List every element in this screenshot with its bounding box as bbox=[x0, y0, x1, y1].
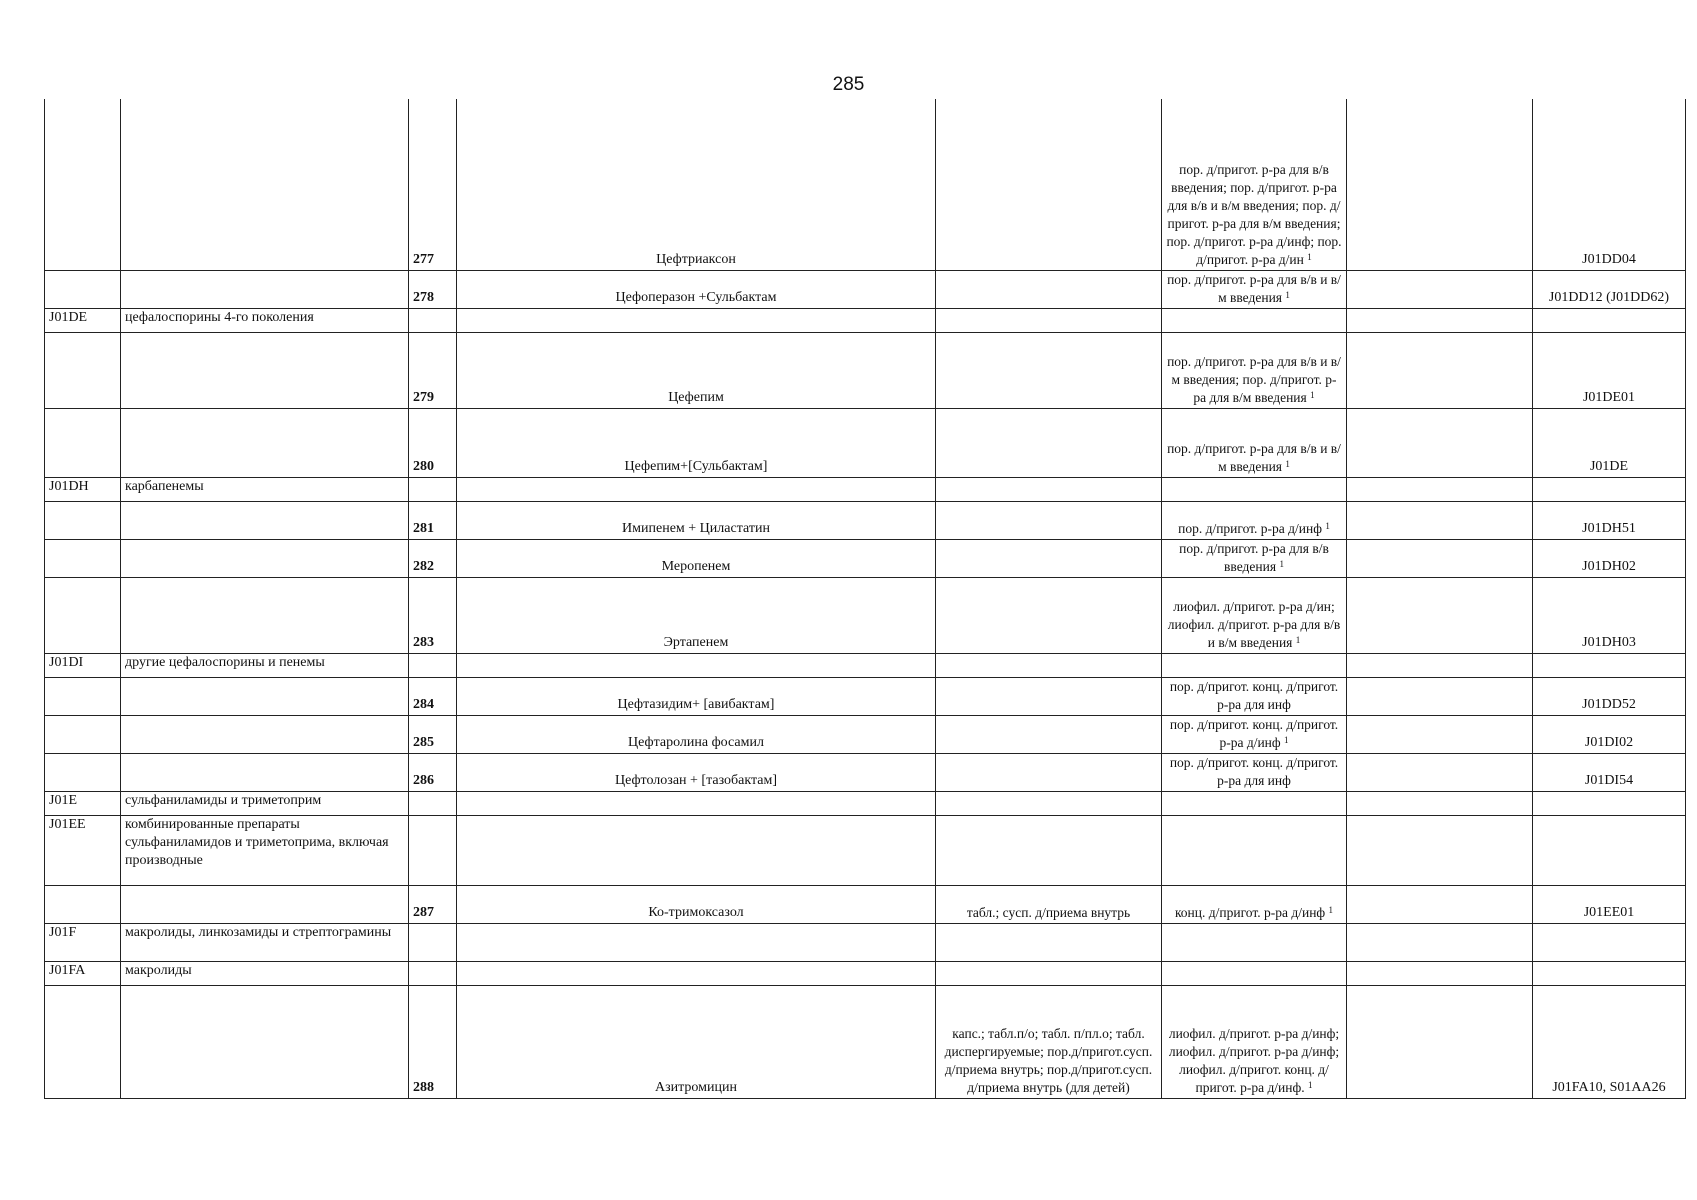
code-text: J01E bbox=[49, 792, 77, 808]
cell-blank bbox=[1347, 815, 1533, 885]
cell-name bbox=[457, 753, 936, 791]
cell-num bbox=[409, 99, 457, 270]
atc-text: J01DH02 bbox=[1582, 558, 1636, 574]
footnote-mark: 1 bbox=[1285, 289, 1290, 300]
cell-name bbox=[457, 885, 936, 923]
name-text: Цефоперазон +Сульбактам bbox=[615, 289, 777, 305]
cell-form2 bbox=[1162, 99, 1347, 270]
cell-name bbox=[457, 961, 936, 985]
cell-blank bbox=[1347, 885, 1533, 923]
table-row bbox=[45, 308, 1686, 332]
cell-atc bbox=[1533, 332, 1686, 408]
cell-form2 bbox=[1162, 408, 1347, 477]
atc-text: J01DE bbox=[1589, 458, 1629, 474]
cell-num bbox=[409, 332, 457, 408]
cell-form2 bbox=[1162, 791, 1347, 815]
cell-blank bbox=[1347, 961, 1533, 985]
cell-form2 bbox=[1162, 753, 1347, 791]
cell-form1 bbox=[936, 885, 1162, 923]
cell-group bbox=[121, 408, 409, 477]
cell-form1 bbox=[936, 577, 1162, 653]
cell-atc bbox=[1533, 815, 1686, 885]
cell-num bbox=[409, 715, 457, 753]
name-text: Эртапенем bbox=[663, 634, 729, 650]
cell-form2 bbox=[1162, 961, 1347, 985]
table-row bbox=[45, 332, 1686, 408]
cell-code bbox=[45, 653, 121, 677]
cell-code bbox=[45, 677, 121, 715]
cell-code bbox=[45, 270, 121, 308]
cell-form2 bbox=[1162, 308, 1347, 332]
name-text: Имипенем + Циластатин bbox=[622, 520, 770, 536]
cell-form1 bbox=[936, 99, 1162, 270]
footnote-mark: 1 bbox=[1284, 734, 1289, 745]
cell-form2 bbox=[1162, 332, 1347, 408]
table-row bbox=[45, 885, 1686, 923]
cell-atc bbox=[1533, 577, 1686, 653]
atc-text: J01DI02 bbox=[1584, 734, 1634, 750]
cell-group bbox=[121, 715, 409, 753]
table-row bbox=[45, 985, 1686, 1098]
table-row bbox=[45, 653, 1686, 677]
cell-form1 bbox=[936, 677, 1162, 715]
cell-num bbox=[409, 308, 457, 332]
cell-code bbox=[45, 408, 121, 477]
form2-text: пор. д/пригот. р-ра для в/в и в/м введения bbox=[1167, 271, 1341, 305]
form1-text: капс.; табл.п/о; табл. п/пл.о; табл. диспергируемые; пор.д/пригот.сусп. д/приема внутрь; пор.д/пригот.сусп. д/приема внутрь (для детей) bbox=[944, 1025, 1153, 1095]
code-text: J01DI bbox=[49, 654, 84, 670]
cell-form1 bbox=[936, 332, 1162, 408]
cell-atc bbox=[1533, 791, 1686, 815]
cell-num bbox=[409, 985, 457, 1098]
atc-text: J01FA10, S01AA26 bbox=[1552, 1079, 1666, 1095]
table-row bbox=[45, 99, 1686, 270]
num-text: 285 bbox=[413, 734, 434, 750]
cell-group bbox=[121, 653, 409, 677]
cell-form2 bbox=[1162, 677, 1347, 715]
cell-name bbox=[457, 923, 936, 961]
group-text: другие цефалоспорины и пенемы bbox=[125, 654, 325, 670]
cell-atc bbox=[1533, 99, 1686, 270]
num-text: 280 bbox=[413, 458, 434, 474]
cell-name bbox=[457, 539, 936, 577]
cell-num bbox=[409, 477, 457, 501]
cell-num bbox=[409, 753, 457, 791]
cell-atc bbox=[1533, 501, 1686, 539]
cell-num bbox=[409, 408, 457, 477]
cell-blank bbox=[1347, 985, 1533, 1098]
cell-form1 bbox=[936, 985, 1162, 1098]
cell-group bbox=[121, 270, 409, 308]
cell-atc bbox=[1533, 985, 1686, 1098]
name-text: Цефепим bbox=[668, 389, 724, 405]
cell-form1 bbox=[936, 501, 1162, 539]
name-text: Меропенем bbox=[661, 558, 731, 574]
form2-text: пор. д/пригот. р-ра для в/в введения; пор. д/пригот. р-ра для в/в и в/м введения; пор. д/пригот. р-ра для в/м введения; пор. д/пригот. р-ра д/инф; пор. д/пригот. р-ра д/ин bbox=[1166, 161, 1342, 267]
cell-group bbox=[121, 961, 409, 985]
cell-blank bbox=[1347, 539, 1533, 577]
form2-text: пор. д/пригот. р-ра для в/в и в/м введения bbox=[1167, 440, 1341, 474]
cell-group bbox=[121, 308, 409, 332]
table-row bbox=[45, 791, 1686, 815]
cell-name bbox=[457, 501, 936, 539]
atc-text: J01DD12 (J01DD62) bbox=[1548, 289, 1670, 305]
cell-name bbox=[457, 99, 936, 270]
cell-num bbox=[409, 961, 457, 985]
num-text: 278 bbox=[413, 289, 434, 305]
num-text: 287 bbox=[413, 904, 434, 920]
cell-code bbox=[45, 753, 121, 791]
cell-code bbox=[45, 715, 121, 753]
cell-atc bbox=[1533, 408, 1686, 477]
footnote-mark: 1 bbox=[1285, 458, 1290, 469]
cell-form1 bbox=[936, 715, 1162, 753]
num-text: 284 bbox=[413, 696, 434, 712]
cell-code bbox=[45, 577, 121, 653]
name-text: Цефтазидим+ [авибактам] bbox=[617, 696, 775, 712]
cell-blank bbox=[1347, 501, 1533, 539]
cell-atc bbox=[1533, 677, 1686, 715]
form2-text: пор. д/пригот. р-ра для в/в введения bbox=[1179, 540, 1329, 574]
cell-form1 bbox=[936, 477, 1162, 501]
cell-name bbox=[457, 715, 936, 753]
num-text: 277 bbox=[413, 251, 434, 267]
cell-name bbox=[457, 408, 936, 477]
name-text: Цефтаролина фосамил bbox=[628, 734, 764, 750]
table-row bbox=[45, 477, 1686, 501]
footnote-mark: 1 bbox=[1295, 634, 1301, 645]
table-row bbox=[45, 677, 1686, 715]
cell-name bbox=[457, 270, 936, 308]
cell-blank bbox=[1347, 408, 1533, 477]
cell-group bbox=[121, 677, 409, 715]
cell-code bbox=[45, 477, 121, 501]
footnote-mark: 1 bbox=[1307, 251, 1312, 262]
cell-form1 bbox=[936, 923, 1162, 961]
group-text: макролиды bbox=[125, 962, 192, 978]
cell-form2 bbox=[1162, 715, 1347, 753]
code-text: J01F bbox=[49, 924, 77, 940]
cell-form2 bbox=[1162, 923, 1347, 961]
form2-text: пор. д/пригот. р-ра для в/в и в/м введения; пор. д/пригот. р-ра для в/м введения bbox=[1167, 353, 1341, 405]
cell-code bbox=[45, 308, 121, 332]
form1-text: табл.; сусп. д/приема внутрь bbox=[966, 904, 1131, 920]
atc-text: J01DD52 bbox=[1582, 696, 1636, 712]
group-text: макролиды, линкозамиды и стрептограмины bbox=[125, 924, 392, 940]
cell-atc bbox=[1533, 477, 1686, 501]
cell-num bbox=[409, 501, 457, 539]
cell-name bbox=[457, 477, 936, 501]
cell-code bbox=[45, 885, 121, 923]
cell-name bbox=[457, 653, 936, 677]
cell-form1 bbox=[936, 753, 1162, 791]
num-text: 283 bbox=[413, 634, 434, 650]
cell-num bbox=[409, 791, 457, 815]
cell-num bbox=[409, 270, 457, 308]
cell-form1 bbox=[936, 408, 1162, 477]
cell-form1 bbox=[936, 539, 1162, 577]
cell-form2 bbox=[1162, 577, 1347, 653]
cell-name bbox=[457, 332, 936, 408]
cell-code bbox=[45, 501, 121, 539]
table-row bbox=[45, 501, 1686, 539]
cell-name bbox=[457, 815, 936, 885]
cell-atc bbox=[1533, 923, 1686, 961]
cell-blank bbox=[1347, 477, 1533, 501]
group-text: цефалоспорины 4-го поколения bbox=[125, 309, 314, 325]
cell-name bbox=[457, 791, 936, 815]
cell-form2 bbox=[1162, 985, 1347, 1098]
cell-blank bbox=[1347, 653, 1533, 677]
group-text: сульфаниламиды и триметоприм bbox=[125, 792, 322, 808]
cell-form2 bbox=[1162, 885, 1347, 923]
form2-text: пор. д/пригот. конц. д/пригот. р-ра для инф bbox=[1169, 754, 1339, 788]
cell-form1 bbox=[936, 815, 1162, 885]
table-row bbox=[45, 270, 1686, 308]
form2-text: лиофил. д/пригот. р-ра д/ин; лиофил. д/пригот. р-ра для в/в и в/м введения bbox=[1167, 598, 1341, 650]
cell-num bbox=[409, 539, 457, 577]
atc-text: J01DI54 bbox=[1584, 772, 1634, 788]
code-text: J01EE bbox=[49, 816, 86, 832]
cell-form2 bbox=[1162, 539, 1347, 577]
cell-group bbox=[121, 501, 409, 539]
cell-group bbox=[121, 477, 409, 501]
atc-text: J01DH03 bbox=[1582, 634, 1636, 650]
cell-atc bbox=[1533, 715, 1686, 753]
name-text: Цефтолозан + [тазобактам] bbox=[614, 772, 778, 788]
table-row bbox=[45, 715, 1686, 753]
cell-code bbox=[45, 332, 121, 408]
name-text: Цефепим+[Сульбактам] bbox=[624, 458, 768, 474]
form2-text: пор. д/пригот. конц. д/пригот. р-ра для инф bbox=[1169, 678, 1339, 712]
code-text: J01DE bbox=[49, 309, 88, 325]
cell-group bbox=[121, 985, 409, 1098]
cell-form2 bbox=[1162, 270, 1347, 308]
cell-atc bbox=[1533, 308, 1686, 332]
drug-table bbox=[44, 99, 1686, 1099]
cell-atc bbox=[1533, 270, 1686, 308]
cell-code bbox=[45, 985, 121, 1098]
cell-group bbox=[121, 99, 409, 270]
footnote-mark: 1 bbox=[1325, 520, 1330, 531]
page-number: 285 bbox=[832, 74, 865, 95]
cell-form1 bbox=[936, 653, 1162, 677]
cell-num bbox=[409, 677, 457, 715]
cell-num bbox=[409, 577, 457, 653]
table-row bbox=[45, 577, 1686, 653]
cell-num bbox=[409, 923, 457, 961]
cell-name bbox=[457, 308, 936, 332]
code-text: J01DH bbox=[49, 478, 89, 494]
cell-form1 bbox=[936, 308, 1162, 332]
cell-form1 bbox=[936, 270, 1162, 308]
cell-blank bbox=[1347, 308, 1533, 332]
cell-form1 bbox=[936, 791, 1162, 815]
cell-group bbox=[121, 791, 409, 815]
cell-blank bbox=[1347, 332, 1533, 408]
cell-blank bbox=[1347, 923, 1533, 961]
form2-text: пор. д/пригот. конц. д/пригот. р-ра д/инф bbox=[1169, 716, 1339, 750]
form2-text: конц. д/пригот. р-ра д/инф bbox=[1174, 904, 1326, 920]
cell-atc bbox=[1533, 885, 1686, 923]
cell-code bbox=[45, 539, 121, 577]
table-row bbox=[45, 539, 1686, 577]
cell-group bbox=[121, 885, 409, 923]
cell-num bbox=[409, 653, 457, 677]
atc-text: J01DD04 bbox=[1582, 251, 1636, 267]
cell-atc bbox=[1533, 539, 1686, 577]
cell-name bbox=[457, 985, 936, 1098]
atc-text: J01DE01 bbox=[1582, 389, 1636, 405]
cell-form2 bbox=[1162, 653, 1347, 677]
table-row bbox=[45, 961, 1686, 985]
cell-num bbox=[409, 885, 457, 923]
num-text: 279 bbox=[413, 389, 434, 405]
atc-text: J01DH51 bbox=[1582, 520, 1636, 536]
name-text: Ко-тримоксазол bbox=[648, 904, 744, 920]
cell-blank bbox=[1347, 677, 1533, 715]
table-row bbox=[45, 408, 1686, 477]
num-text: 288 bbox=[413, 1079, 434, 1095]
cell-group bbox=[121, 815, 409, 885]
cell-group bbox=[121, 332, 409, 408]
cell-atc bbox=[1533, 961, 1686, 985]
cell-blank bbox=[1347, 99, 1533, 270]
cell-code bbox=[45, 923, 121, 961]
cell-form2 bbox=[1162, 501, 1347, 539]
cell-code bbox=[45, 961, 121, 985]
cell-blank bbox=[1347, 753, 1533, 791]
form2-text: пор. д/пригот. р-ра д/инф bbox=[1178, 520, 1322, 536]
name-text: Цефтриаксон bbox=[656, 251, 736, 267]
cell-name bbox=[457, 577, 936, 653]
cell-group bbox=[121, 923, 409, 961]
table-row bbox=[45, 923, 1686, 961]
form2-text: лиофил. д/пригот. р-ра д/инф; лиофил. д/пригот. р-ра д/инф; лиофил. д/пригот. конц. д/пригот. р-ра д/инф. bbox=[1168, 1025, 1340, 1095]
group-text: комбинированные препараты сульфаниламидов и триметоприма, включая производные bbox=[125, 816, 389, 868]
cell-form1 bbox=[936, 961, 1162, 985]
table-row bbox=[45, 815, 1686, 885]
name-text: Азитромицин bbox=[655, 1079, 737, 1095]
cell-form2 bbox=[1162, 815, 1347, 885]
cell-blank bbox=[1347, 577, 1533, 653]
code-text: J01FA bbox=[49, 962, 86, 978]
num-text: 282 bbox=[413, 558, 434, 574]
footnote-mark: 1 bbox=[1328, 904, 1334, 915]
cell-code bbox=[45, 791, 121, 815]
num-text: 286 bbox=[413, 772, 434, 788]
footnote-mark: 1 bbox=[1310, 389, 1315, 400]
atc-text: J01EE01 bbox=[1583, 904, 1635, 920]
footnote-mark: 1 bbox=[1279, 558, 1284, 569]
cell-atc bbox=[1533, 653, 1686, 677]
num-text: 281 bbox=[413, 520, 434, 536]
cell-group bbox=[121, 577, 409, 653]
cell-blank bbox=[1347, 270, 1533, 308]
cell-code bbox=[45, 99, 121, 270]
cell-num bbox=[409, 815, 457, 885]
cell-name bbox=[457, 677, 936, 715]
table-row bbox=[45, 753, 1686, 791]
group-text: карбапенемы bbox=[125, 478, 204, 494]
cell-code bbox=[45, 815, 121, 885]
cell-group bbox=[121, 539, 409, 577]
cell-form2 bbox=[1162, 477, 1347, 501]
cell-atc bbox=[1533, 753, 1686, 791]
cell-blank bbox=[1347, 715, 1533, 753]
cell-blank bbox=[1347, 791, 1533, 815]
cell-group bbox=[121, 753, 409, 791]
footnote-mark: 1 bbox=[1308, 1079, 1313, 1090]
